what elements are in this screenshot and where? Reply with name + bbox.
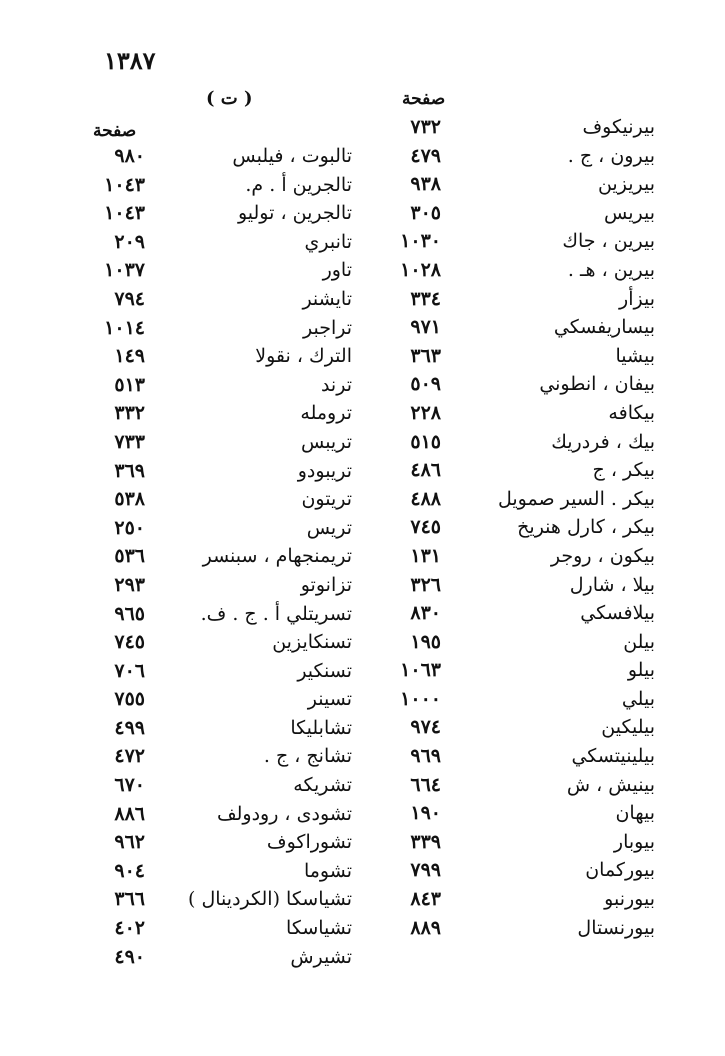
entry-page-number: ١٤٩ bbox=[114, 345, 145, 368]
entry-page-number: ٩٧٤ bbox=[410, 716, 441, 739]
index-entry bbox=[94, 317, 352, 346]
entry-name: بيساريفسكي bbox=[553, 316, 655, 339]
entry-page-number: ٥٠٩ bbox=[410, 373, 441, 396]
entry-page-number: ٧٩٩ bbox=[410, 859, 441, 882]
entry-name: تشوما bbox=[303, 859, 352, 882]
index-entry bbox=[395, 488, 655, 517]
entry-name: بيريس bbox=[603, 201, 655, 224]
entry-page-number: ٧٩٤ bbox=[114, 287, 145, 310]
entry-name: تسينر bbox=[307, 688, 352, 711]
index-entry bbox=[395, 116, 655, 145]
index-entry bbox=[94, 288, 352, 317]
entry-page-number: ٧٤٥ bbox=[410, 516, 441, 539]
index-entry bbox=[395, 888, 655, 917]
left-index-column bbox=[94, 145, 352, 974]
entry-page-number: ٤٩٩ bbox=[114, 716, 145, 739]
entry-page-number: ٥١٣ bbox=[114, 373, 145, 396]
entry-page-number: ١٠٦٣ bbox=[400, 659, 441, 682]
entry-page-number: ٤٨٨ bbox=[410, 487, 441, 510]
index-entry bbox=[94, 717, 352, 746]
entry-page-number: ٤٨٦ bbox=[410, 459, 441, 482]
entry-name: بيهان bbox=[615, 802, 655, 825]
index-entry bbox=[395, 745, 655, 774]
entry-page-number: ٤٠٢ bbox=[114, 917, 145, 940]
entry-page-number: ١٠٤٣ bbox=[104, 202, 145, 225]
index-entry bbox=[94, 660, 352, 689]
index-entry bbox=[395, 145, 655, 174]
index-entry bbox=[94, 831, 352, 860]
entry-name: تسنكير bbox=[297, 659, 352, 682]
entry-name: تالجرين أ . م. bbox=[245, 173, 352, 196]
index-entry bbox=[94, 688, 352, 717]
entry-name: بيكون ، روجر bbox=[550, 544, 655, 567]
entry-page-number: ٤٩٠ bbox=[114, 945, 145, 968]
entry-name: بينيش ، ش bbox=[566, 773, 655, 796]
entry-name: تايشنر bbox=[302, 287, 352, 310]
left-column-page-header: صفحة bbox=[93, 121, 137, 141]
entry-name: بيوبار bbox=[613, 830, 655, 853]
entry-name: بيلي bbox=[621, 687, 655, 710]
entry-page-number: ٣٦٦ bbox=[114, 888, 145, 911]
index-entry bbox=[94, 774, 352, 803]
index-entry bbox=[395, 602, 655, 631]
right-column-page-header: صفحة bbox=[402, 89, 446, 109]
entry-name: بيكر . السير صمويل bbox=[497, 487, 655, 510]
entry-page-number: ١٠٣٧ bbox=[104, 259, 145, 282]
entry-page-number: ٩٨٠ bbox=[114, 145, 145, 167]
index-entry bbox=[395, 402, 655, 431]
entry-page-number: ٣٣٢ bbox=[114, 402, 145, 425]
index-entry bbox=[395, 774, 655, 803]
entry-page-number: ٦٦٤ bbox=[410, 773, 441, 796]
entry-name: بيلا ، شارل bbox=[569, 573, 655, 596]
index-entry bbox=[94, 517, 352, 546]
entry-page-number: ٩٦٢ bbox=[114, 831, 145, 854]
right-index-column bbox=[395, 116, 655, 945]
entry-page-number: ٢٢٨ bbox=[410, 401, 441, 424]
entry-page-number: ٥٣٨ bbox=[114, 488, 145, 511]
index-entry bbox=[94, 860, 352, 889]
entry-page-number: ١٠٠٠ bbox=[400, 687, 441, 710]
entry-page-number: ١٩٥ bbox=[410, 630, 441, 653]
entry-name: تشريكه bbox=[293, 774, 352, 797]
entry-name: بيريزين bbox=[597, 173, 655, 196]
index-entry bbox=[94, 374, 352, 403]
index-entry bbox=[395, 373, 655, 402]
index-entry bbox=[94, 259, 352, 288]
entry-page-number: ١٩٠ bbox=[410, 802, 441, 825]
entry-name: تشودى ، رودولف bbox=[216, 802, 352, 825]
entry-page-number: ٢٠٩ bbox=[114, 230, 145, 253]
index-entry bbox=[395, 688, 655, 717]
entry-name: بيليكين bbox=[601, 716, 655, 739]
entry-name: بيورنبو bbox=[604, 888, 655, 911]
entry-page-number: ٣٦٣ bbox=[410, 344, 441, 367]
entry-name: بيشيا bbox=[615, 344, 655, 367]
entry-name: تزانوتو bbox=[300, 573, 352, 596]
entry-name: تسنكايزين bbox=[272, 631, 352, 654]
entry-page-number: ٩٠٤ bbox=[114, 859, 145, 882]
entry-name: الترك ، نقولا bbox=[255, 345, 352, 368]
index-entry bbox=[395, 230, 655, 259]
index-entry bbox=[94, 545, 352, 574]
entry-name: بيرين ، هـ . bbox=[567, 258, 655, 281]
entry-page-number: ٧٣٢ bbox=[410, 116, 441, 138]
entry-page-number: ٣٣٤ bbox=[410, 287, 441, 310]
entry-name: ترند bbox=[320, 373, 352, 396]
entry-name: تشانج ، ج . bbox=[263, 745, 352, 768]
entry-page-number: ٧٥٥ bbox=[114, 688, 145, 711]
entry-page-number: ١٣١ bbox=[410, 544, 441, 567]
index-entry bbox=[395, 259, 655, 288]
entry-name: تريمنجهام ، سبنسر bbox=[202, 545, 352, 568]
index-entry bbox=[395, 459, 655, 488]
entry-page-number: ٤٧٢ bbox=[114, 745, 145, 768]
index-entry bbox=[94, 402, 352, 431]
index-entry bbox=[94, 145, 352, 174]
entry-page-number: ٢٩٣ bbox=[114, 573, 145, 596]
entry-name: بيرون ، ج . bbox=[567, 144, 655, 167]
page-number: ١٣٨٧ bbox=[104, 46, 156, 75]
entry-page-number: ٥٣٦ bbox=[114, 545, 145, 568]
index-entry bbox=[94, 231, 352, 260]
index-entry bbox=[94, 745, 352, 774]
index-entry bbox=[395, 288, 655, 317]
entry-name: تشيرش bbox=[290, 945, 352, 968]
index-entry bbox=[395, 631, 655, 660]
entry-name: بيفان ، انطوني bbox=[539, 373, 655, 396]
entry-name: بيلو bbox=[627, 659, 655, 682]
entry-name: تسريتلي أ . ج . ف. bbox=[200, 602, 352, 625]
entry-name: بيوركمان bbox=[585, 859, 655, 882]
entry-name: بيرنيكوف bbox=[582, 116, 655, 138]
index-entry bbox=[395, 316, 655, 345]
entry-page-number: ٤٧٩ bbox=[410, 144, 441, 167]
entry-name: تراجبر bbox=[302, 316, 352, 339]
entry-name: تريبودو bbox=[297, 459, 352, 482]
index-entry bbox=[395, 659, 655, 688]
entry-name: تشابليكا bbox=[290, 716, 352, 739]
entry-name: بيكافه bbox=[608, 401, 655, 424]
entry-name: تالبوت ، فيلبس bbox=[232, 145, 352, 167]
index-entry bbox=[395, 431, 655, 460]
entry-name: بيرين ، جاك bbox=[562, 230, 655, 253]
entry-name: بيورنستال bbox=[577, 916, 655, 939]
index-entry bbox=[94, 488, 352, 517]
entry-page-number: ٩٦٩ bbox=[410, 745, 441, 768]
entry-page-number: ٣٠٥ bbox=[410, 201, 441, 224]
index-entry bbox=[94, 174, 352, 203]
index-entry bbox=[395, 716, 655, 745]
index-entry bbox=[395, 859, 655, 888]
entry-page-number: ٥١٥ bbox=[410, 430, 441, 453]
index-entry bbox=[94, 631, 352, 660]
entry-page-number: ١٠١٤ bbox=[104, 316, 145, 339]
index-entry bbox=[94, 946, 352, 975]
entry-page-number: ٨٨٩ bbox=[410, 916, 441, 939]
entry-page-number: ١٠٤٣ bbox=[104, 173, 145, 196]
entry-name: تاور bbox=[322, 259, 352, 282]
entry-page-number: ٩٣٨ bbox=[410, 173, 441, 196]
index-entry bbox=[94, 345, 352, 374]
entry-name: بيلافسكي bbox=[580, 602, 655, 625]
entry-page-number: ٨٤٣ bbox=[410, 888, 441, 911]
index-entry bbox=[395, 802, 655, 831]
index-entry bbox=[94, 460, 352, 489]
letter-section-heading: ( ت ) bbox=[206, 88, 253, 109]
entry-page-number: ١٠٣٠ bbox=[400, 230, 441, 253]
entry-name: تريس bbox=[306, 516, 352, 539]
index-entry bbox=[94, 803, 352, 832]
entry-name: بيزأر bbox=[619, 287, 655, 310]
entry-name: تانبري bbox=[304, 230, 352, 253]
entry-name: تالجرين ، توليو bbox=[237, 202, 352, 225]
index-entry bbox=[94, 603, 352, 632]
entry-name: تشوراكوف bbox=[266, 831, 352, 854]
index-entry bbox=[395, 202, 655, 231]
entry-page-number: ٩٦٥ bbox=[114, 602, 145, 625]
entry-name: تشياسكا (الكردينال ) bbox=[188, 888, 352, 911]
index-entry bbox=[395, 345, 655, 374]
entry-name: ترومله bbox=[300, 402, 352, 425]
entry-page-number: ٨٣٠ bbox=[410, 602, 441, 625]
index-entry bbox=[94, 574, 352, 603]
entry-page-number: ٧٤٥ bbox=[114, 631, 145, 654]
entry-page-number: ٧٣٣ bbox=[114, 430, 145, 453]
index-entry bbox=[395, 574, 655, 603]
entry-name: بيكر ، ج bbox=[592, 459, 655, 482]
entry-page-number: ٦٧٠ bbox=[114, 774, 145, 797]
index-entry bbox=[94, 202, 352, 231]
index-entry bbox=[395, 917, 655, 946]
entry-page-number: ٨٨٦ bbox=[114, 802, 145, 825]
index-entry bbox=[395, 173, 655, 202]
index-entry bbox=[94, 917, 352, 946]
entry-page-number: ٣٢٦ bbox=[410, 573, 441, 596]
entry-page-number: ٣٦٩ bbox=[114, 459, 145, 482]
entry-name: تشياسكا bbox=[286, 917, 352, 940]
index-entry bbox=[94, 888, 352, 917]
index-entry bbox=[395, 516, 655, 545]
entry-page-number: ٣٣٩ bbox=[410, 830, 441, 853]
entry-name: بيلن bbox=[623, 630, 655, 653]
entry-name: تريبس bbox=[300, 430, 352, 453]
entry-page-number: ٢٥٠ bbox=[114, 516, 145, 539]
index-entry bbox=[94, 431, 352, 460]
entry-name: بيكر ، كارل هنريخ bbox=[517, 516, 655, 539]
index-entry bbox=[395, 545, 655, 574]
entry-page-number: ٧٠٦ bbox=[114, 659, 145, 682]
index-entry bbox=[395, 831, 655, 860]
entry-page-number: ٩٧١ bbox=[410, 316, 441, 339]
entry-name: تريتون bbox=[301, 488, 352, 511]
entry-page-number: ١٠٢٨ bbox=[400, 258, 441, 281]
entry-name: بيك ، فردريك bbox=[551, 430, 655, 453]
entry-name: بيلينيتسكي bbox=[571, 745, 655, 768]
